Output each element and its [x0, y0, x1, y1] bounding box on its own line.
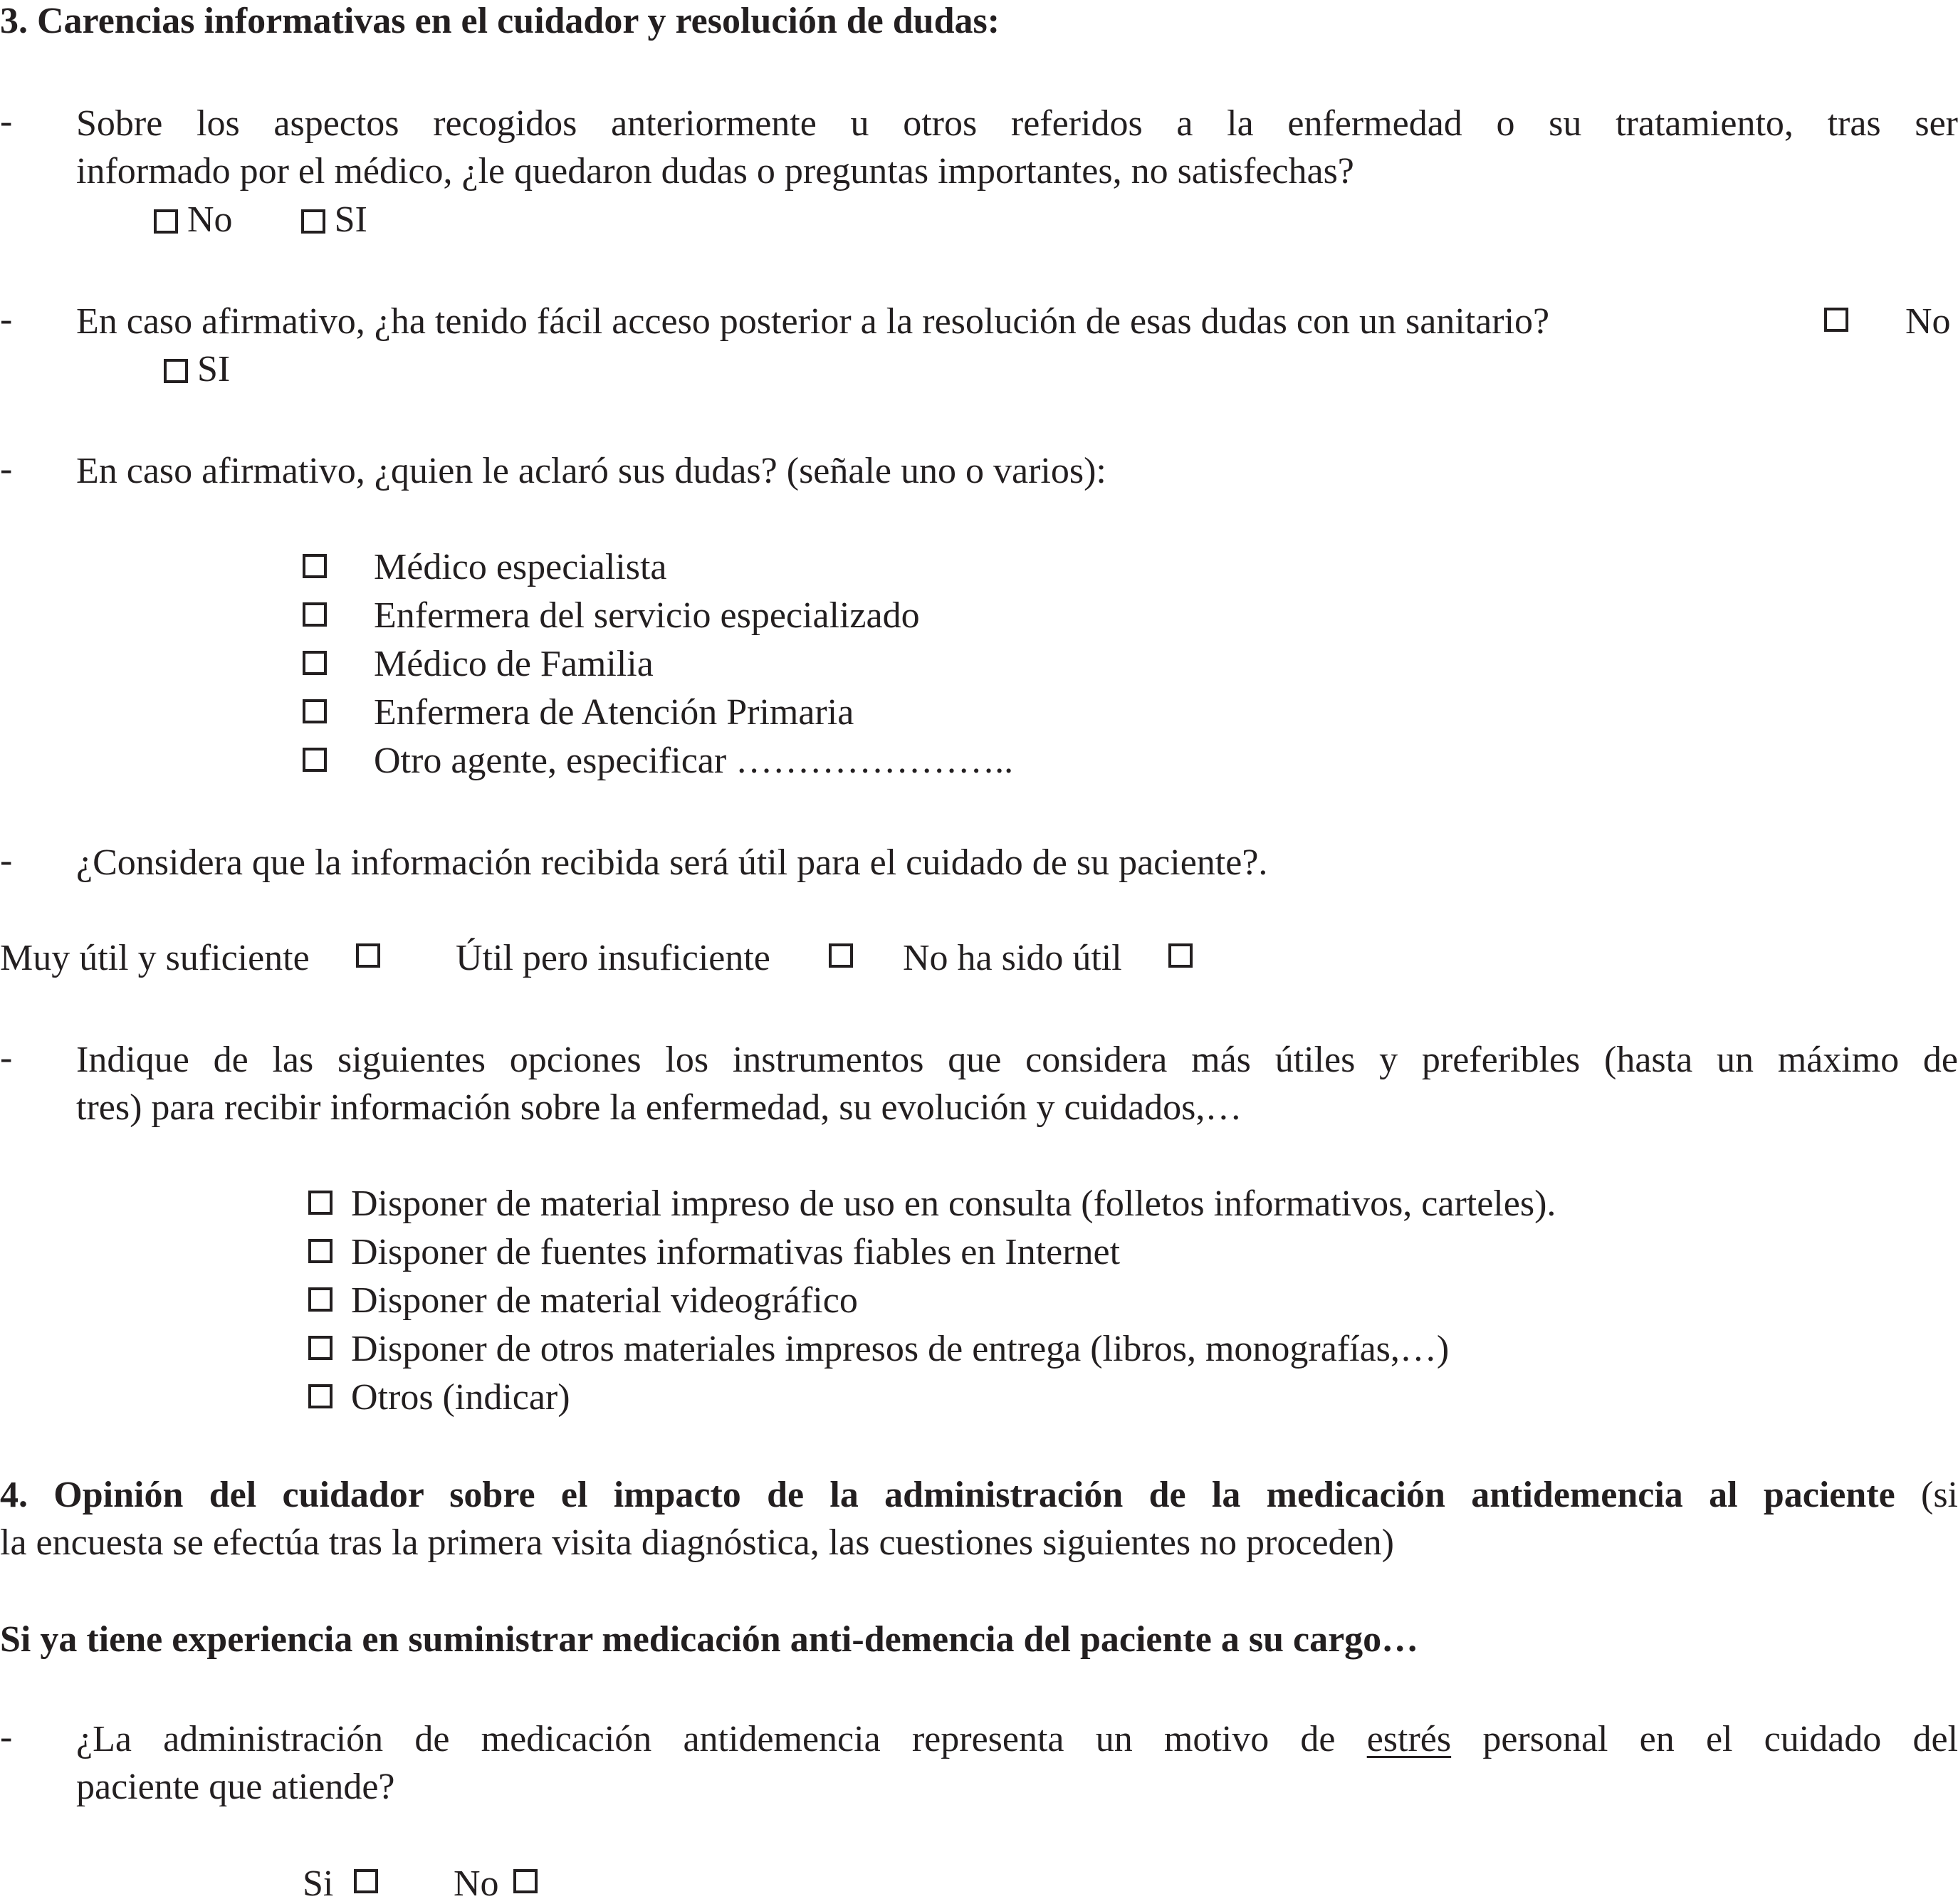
- q3-opt1-label: Médico especialista: [374, 547, 667, 587]
- s4-q1-si-checkbox[interactable]: [354, 1869, 378, 1893]
- q3-opt5-label: Otro agente, especificar …………………..: [374, 741, 1014, 781]
- s4-q1-line1: [76, 1721, 1958, 1758]
- q5-opt5-checkbox[interactable]: [308, 1384, 333, 1408]
- q5-opt2-label: Disponer de fuentes informativas fiables en Internet: [351, 1232, 1121, 1272]
- q3-opt4-checkbox[interactable]: [303, 699, 327, 723]
- q2-no-checkbox[interactable]: [1824, 308, 1848, 332]
- bullet-dash: -: [0, 299, 13, 340]
- q3-opt4-label: Enfermera de Atención Primaria: [374, 692, 854, 733]
- q5-opt3-checkbox[interactable]: [308, 1287, 333, 1312]
- q4-opt-b-checkbox[interactable]: [829, 943, 853, 968]
- q3-opt2-label: Enfermera del servicio especializado: [374, 595, 920, 636]
- q3-line1: En caso afirmativo, ¿quien le aclaró sus dudas? (señale uno o varios):: [76, 451, 1106, 491]
- q1-options: [154, 199, 367, 240]
- q4-opt-c-label: No ha sido útil: [903, 938, 1122, 978]
- q2-line1: En caso afirmativo, ¿ha tenido fácil acceso posterior a la resolución de esas dudas con un sanitario?: [76, 301, 1550, 342]
- q3-opt1-checkbox[interactable]: [303, 554, 327, 578]
- bullet-dash: -: [0, 101, 13, 142]
- q5-line2: tres) para recibir información sobre la enfermedad, su evolución y cuidados,…: [76, 1087, 1242, 1128]
- section-4-heading-bold: 4. Opinión del cuidador sobre el impacto de la administración de la medicación antidemencia al paciente: [0, 1475, 1895, 1515]
- s4-q1-underlined-word: estrés: [1366, 1719, 1452, 1759]
- q5-opt2-checkbox[interactable]: [308, 1239, 333, 1263]
- q3-opt3-label: Médico de Familia: [374, 644, 654, 684]
- q5-opt1-checkbox[interactable]: [308, 1191, 333, 1215]
- q1-line2: informado por el médico, ¿le quedaron dudas o preguntas importantes, no satisfechas?: [76, 151, 1354, 192]
- q3-opt2-checkbox[interactable]: [303, 602, 327, 627]
- bullet-dash: -: [0, 1717, 13, 1757]
- section-4-heading-note: (si: [1921, 1475, 1958, 1515]
- q4-opt-a-checkbox[interactable]: [356, 943, 380, 968]
- q5-opt1-label: Disponer de material impreso de uso en consulta (folletos informativos, carteles).: [351, 1183, 1556, 1224]
- bullet-dash: -: [0, 449, 13, 489]
- section-4-heading-line2: la encuesta se efectúa tras la primera visita diagnóstica, las cuestiones siguientes no proceden): [0, 1522, 1394, 1563]
- section-4-subheading: Si ya tiene experiencia en suministrar medicación anti-demencia del paciente a su cargo…: [0, 1619, 1419, 1660]
- q4-opt-b-label: Útil pero insuficiente: [456, 938, 770, 978]
- q5-opt5-label: Otros (indicar): [351, 1377, 570, 1418]
- q3-opt3-checkbox[interactable]: [303, 651, 327, 675]
- q4-opt-a-label: Muy útil y suficiente: [0, 938, 310, 978]
- q1-no-label: No: [187, 199, 233, 240]
- q5-opt3-label: Disponer de material videográfico: [351, 1280, 858, 1321]
- section-4-heading: [0, 1477, 1958, 1514]
- bullet-dash: -: [0, 840, 13, 881]
- q1-line1: Sobre los aspectos recogidos anteriormente u otros referidos a la enfermedad o su tratamiento, tras ser: [76, 103, 1958, 144]
- s4-q1-si-label: Si: [303, 1863, 334, 1904]
- q2-si-label: SI: [197, 349, 231, 389]
- q2-si-checkbox[interactable]: [164, 359, 188, 383]
- q4-line1: ¿Considera que la información recibida será útil para el cuidado de su paciente?.: [76, 842, 1268, 883]
- section-3-heading: 3. Carencias informativas en el cuidador y resolución de dudas:: [0, 1, 1000, 41]
- q2-no-label: No: [1905, 301, 1951, 342]
- q5-line1: Indique de las siguientes opciones los instrumentos que considera más útiles y preferibles (hasta un máximo de: [76, 1040, 1958, 1080]
- s4-q1-text-a: ¿La administración de medicación antidemencia representa un motivo de: [76, 1719, 1336, 1759]
- q1-si-checkbox[interactable]: [301, 209, 325, 234]
- q1-si-label: SI: [334, 199, 367, 240]
- bullet-dash: -: [0, 1037, 13, 1078]
- q3-opt5-checkbox[interactable]: [303, 748, 327, 772]
- s4-q1-line2: paciente que atiende?: [76, 1767, 395, 1807]
- q5-opt4-label: Disponer de otros materiales impresos de entrega (libros, monografías,…): [351, 1329, 1450, 1369]
- q2-si-option: [164, 351, 230, 388]
- q4-opt-c-checkbox[interactable]: [1168, 943, 1193, 968]
- s4-q1-no-label: No: [454, 1863, 499, 1904]
- q5-opt4-checkbox[interactable]: [308, 1336, 333, 1360]
- s4-q1-text-b: personal en el cuidado del: [1482, 1719, 1958, 1759]
- q1-no-checkbox[interactable]: [154, 209, 178, 234]
- s4-q1-no-checkbox[interactable]: [513, 1869, 538, 1893]
